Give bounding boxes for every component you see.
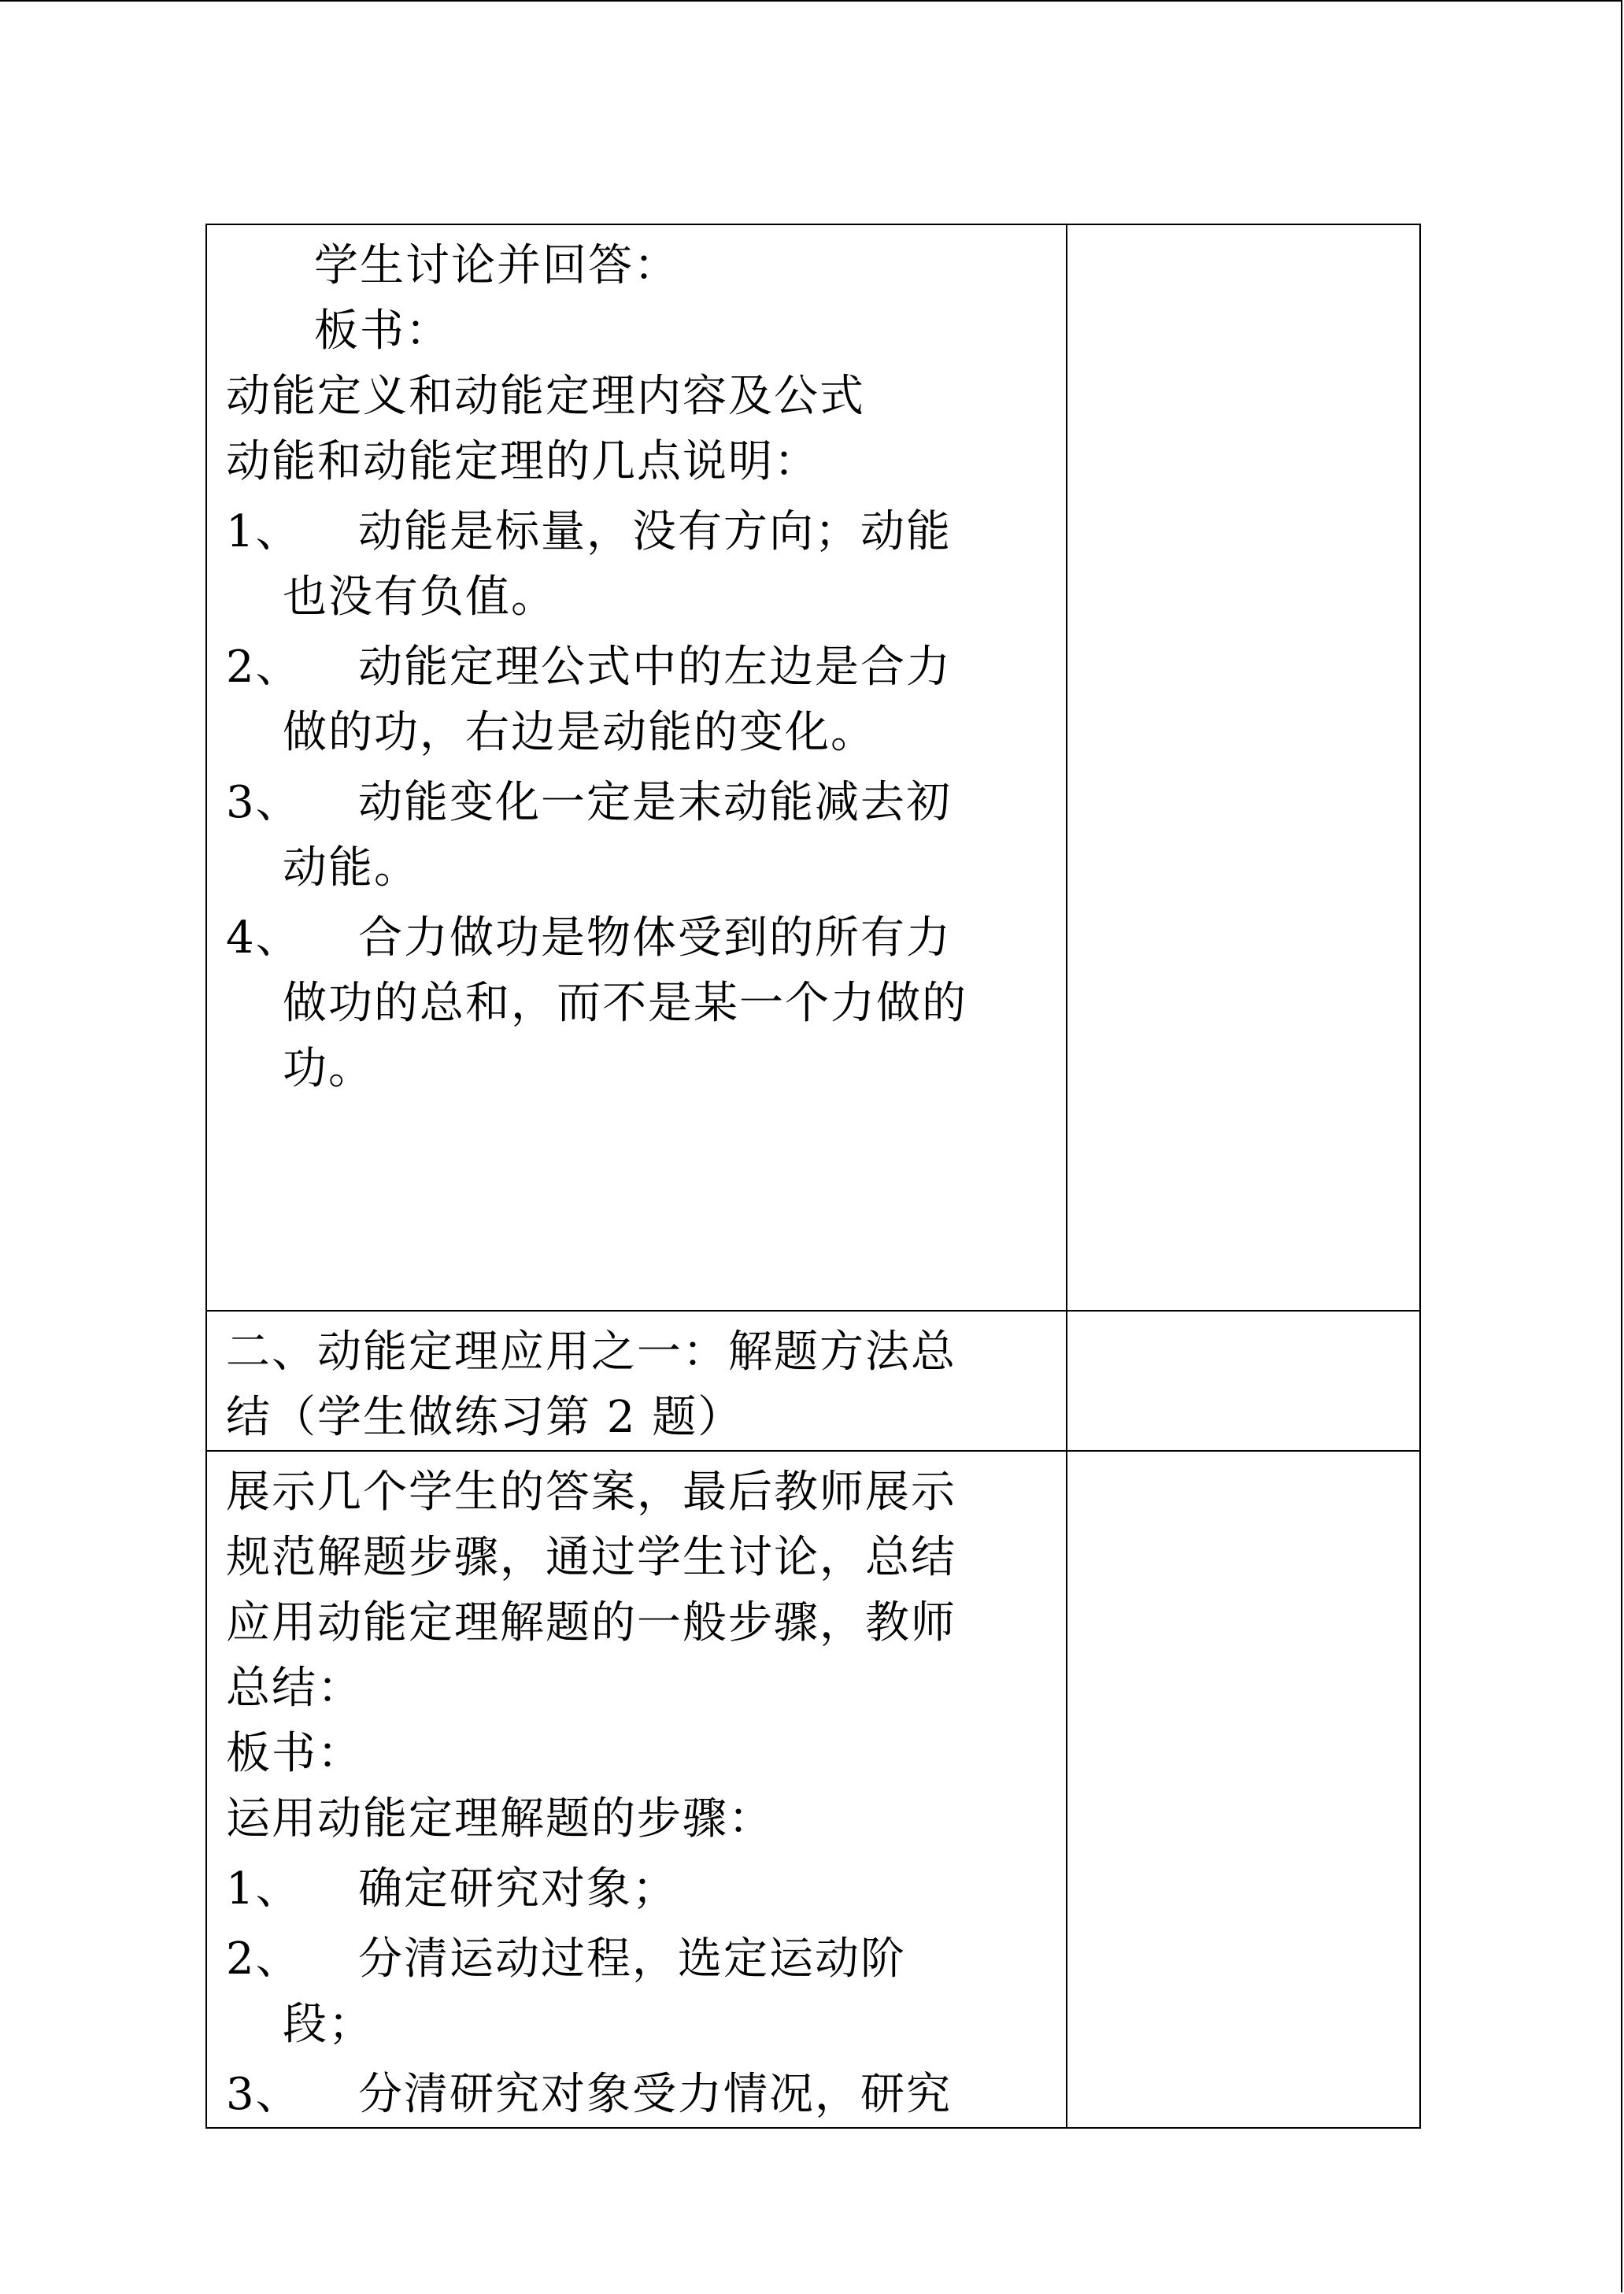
list-item [226,635,1047,765]
list-text: 合力做功是物体受到的所有力 [358,912,952,964]
list-text: 也没有负值。 [283,572,557,623]
text-line: 动能和动能定理的几点说明： [226,436,819,487]
text-line: 板书： [226,1728,363,1779]
list-item [226,770,1047,901]
text-line: 运用动能定理解题的步骤： [226,1793,774,1844]
list-text: 动能。 [283,842,420,894]
table-row [206,1311,1420,1451]
list-text: 分清研究对象受力情况，研究 [358,2069,952,2120]
list-text: 动能是标量，没有方向；动能 [358,506,952,557]
list-number: 1、 [226,1863,301,1915]
list-text: 做的功，右边是动能的变化。 [283,707,876,758]
text-line: 应用动能定理解题的一般步骤，教师 [226,1597,956,1648]
list-item [226,2062,1047,2127]
content-cell [206,1311,1067,1451]
lesson-plan-table [205,224,1421,2129]
table-row [206,224,1420,1311]
list-number: 3、 [226,2069,301,2120]
section-heading: 结（学生做练习第 2 题） [226,1392,744,1443]
list-text: 确定研究对象； [358,1863,678,1915]
list-number: 1、 [226,506,301,557]
notes-cell [1067,1311,1420,1451]
list-number: 4、 [226,912,301,964]
list-item [226,905,1047,1101]
list-text: 动能定理公式中的左边是合力 [358,642,952,693]
text-line: 展示几个学生的答案，最后教师展示 [226,1467,956,1518]
list-number: 2、 [226,1933,301,1985]
text-line: 板书： [314,305,451,357]
content-cell [206,1451,1067,2128]
table-row [206,1451,1420,2128]
list-item [226,1926,1047,2057]
list-text: 分清运动过程，选定运动阶 [358,1933,906,1985]
list-text: 功。 [283,1043,374,1094]
content-cell [206,224,1067,1311]
list-text: 段； [283,1999,374,2050]
list-number: 3、 [226,777,301,828]
notes-cell [1067,1451,1420,2128]
text-line: 动能定义和动能定理内容及公式 [226,371,865,422]
list-text: 做功的总和，而不是某一个力做的 [283,978,967,1029]
text-line: 总结： [226,1663,363,1714]
text-line: 学生讨论并回答： [314,240,679,291]
notes-cell [1067,224,1420,1311]
list-item [226,499,1047,630]
list-number: 2、 [226,642,301,693]
text-line: 规范解题步骤，通过学生讨论，总结 [226,1532,956,1583]
list-text: 动能变化一定是末动能减去初 [358,777,952,828]
section-heading: 二、动能定理应用之一：解题方法总 [226,1326,956,1378]
list-item [226,1856,1047,1922]
